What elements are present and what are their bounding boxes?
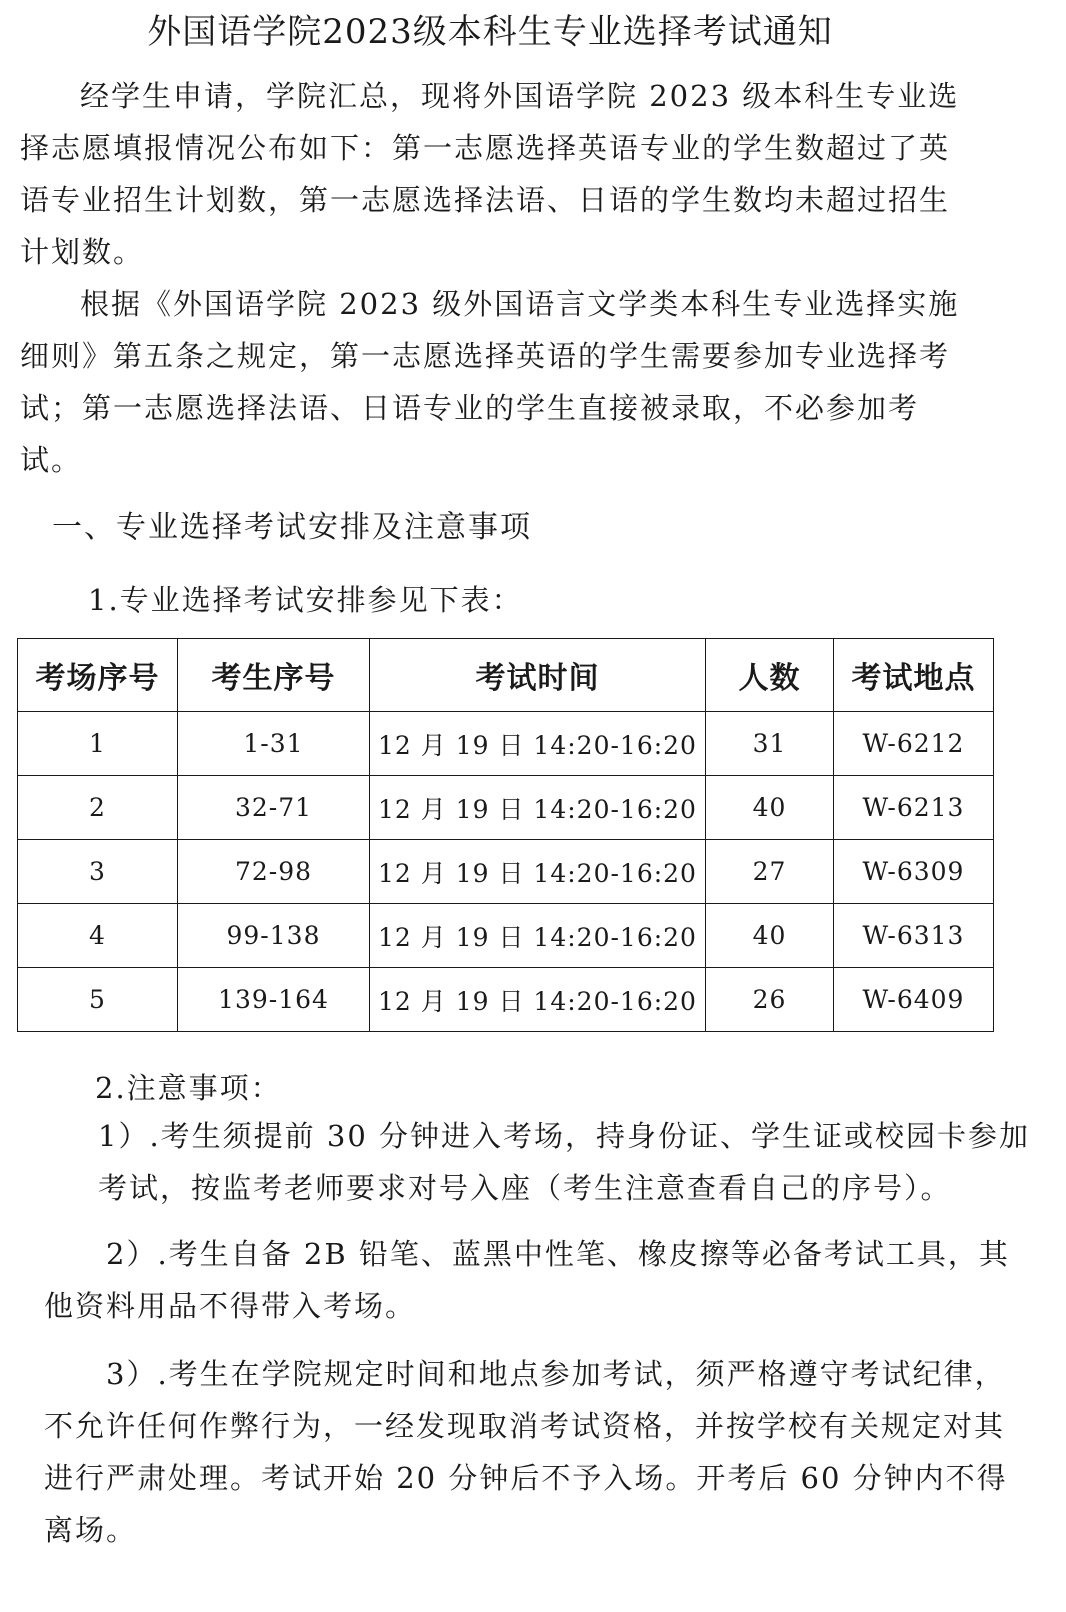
header-location: 考试地点 xyxy=(834,639,994,712)
header-room-no: 考场序号 xyxy=(18,639,178,712)
table-row xyxy=(18,968,994,1032)
cell-count: 31 xyxy=(706,712,834,776)
subsection-notes-label: 2.注意事项： xyxy=(95,1071,282,1105)
cell-location: W-6309 xyxy=(834,840,994,904)
cell-room-no: 1 xyxy=(18,712,178,776)
cell-candidate-no: 99-138 xyxy=(178,904,370,968)
cell-count: 27 xyxy=(706,840,834,904)
cell-location: W-6213 xyxy=(834,776,994,840)
table-row xyxy=(18,904,994,968)
cell-location: W-6409 xyxy=(834,968,994,1032)
rules-paragraph: 根据《外国语学院 2023 级外国语言文学类本科生专业选择实施细则》第五条之规定，第一志愿选择英语的学生需要参加专业选择考试；第一志愿选择法语、日语专业的学生直接被录取，不必参加考试。 xyxy=(20,287,960,477)
table-header-row xyxy=(18,639,994,712)
cell-room-no: 2 xyxy=(18,776,178,840)
cell-count: 40 xyxy=(706,776,834,840)
cell-room-no: 5 xyxy=(18,968,178,1032)
cell-candidate-no: 32-71 xyxy=(178,776,370,840)
cell-location: W-6313 xyxy=(834,904,994,968)
subsection-schedule-label: 1.专业选择考试安排参见下表： xyxy=(88,583,523,617)
cell-exam-time: 12 月 19 日 14:20-16:20 xyxy=(370,968,706,1032)
header-exam-time: 考试时间 xyxy=(370,639,706,712)
note-item: 1）.考生须提前 30 分钟进入考场，持身份证、学生证或校园卡参加考试，按监考老师要求对号入座（考生注意查看自己的序号）。 xyxy=(98,1119,1031,1205)
note-item: 3）.考生在学院规定时间和地点参加考试，须严格遵守考试纪律，不允许任何作弊行为，一经发现取消考试资格，并按学校有关规定对其进行严肃处理。考试开始 20 分钟后不予入场。开考后 60 分钟内不得离场。 xyxy=(44,1357,1008,1547)
cell-exam-time: 12 月 19 日 14:20-16:20 xyxy=(370,904,706,968)
cell-room-no: 3 xyxy=(18,840,178,904)
cell-count: 40 xyxy=(706,904,834,968)
section-heading: 一、专业选择考试安排及注意事项 xyxy=(52,510,532,545)
cell-exam-time: 12 月 19 日 14:20-16:20 xyxy=(370,840,706,904)
cell-room-no: 4 xyxy=(18,904,178,968)
table-row xyxy=(18,712,994,776)
intro-paragraph: 经学生申请，学院汇总，现将外国语学院 2023 级本科生专业选择志愿填报情况公布如下：第一志愿选择英语专业的学生数超过了英语专业招生计划数，第一志愿选择法语、日语的学生数均未超过招生计划数。 xyxy=(20,79,960,269)
cell-candidate-no: 1-31 xyxy=(178,712,370,776)
document-title: 外国语学院2023级本科生专业选择考试通知 xyxy=(147,12,833,52)
cell-location: W-6212 xyxy=(834,712,994,776)
cell-candidate-no: 139-164 xyxy=(178,968,370,1032)
header-count: 人数 xyxy=(706,639,834,712)
cell-exam-time: 12 月 19 日 14:20-16:20 xyxy=(370,776,706,840)
cell-count: 26 xyxy=(706,968,834,1032)
table-row xyxy=(18,776,994,840)
exam-schedule-table xyxy=(17,638,994,1032)
cell-candidate-no: 72-98 xyxy=(178,840,370,904)
cell-exam-time: 12 月 19 日 14:20-16:20 xyxy=(370,712,706,776)
table-row xyxy=(18,840,994,904)
note-item: 2）.考生自备 2B 铅笔、蓝黑中性笔、橡皮擦等必备考试工具，其他资料用品不得带入考场。 xyxy=(44,1237,1010,1323)
header-candidate-no: 考生序号 xyxy=(178,639,370,712)
